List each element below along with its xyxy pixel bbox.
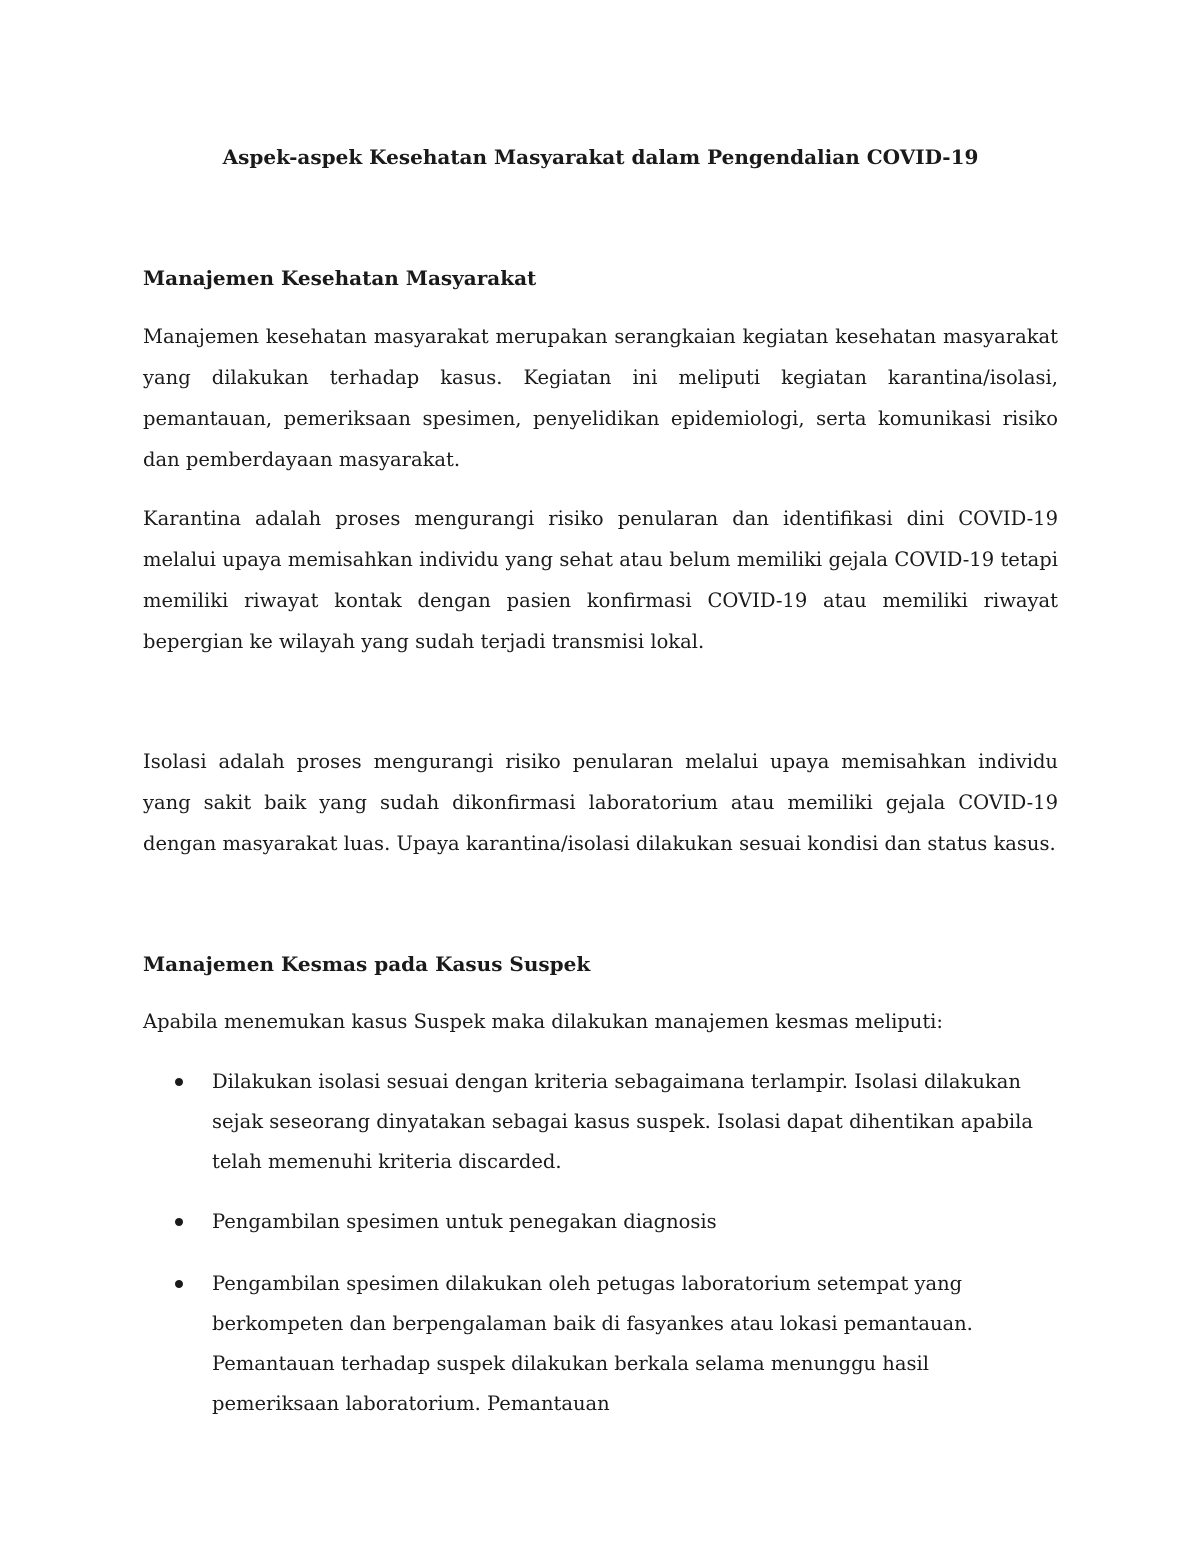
list-item-text: Dilakukan isolasi sesuai dengan kriteria sebagaimana terlampir. Isolasi dilakukan sejak seseorang dinyatakan sebagai kasus suspek. Isolasi dapat dihentikan apabila telah memenuhi kriteria discarded.	[212, 1070, 1034, 1173]
list-item-text: Pengambilan spesimen untuk penegakan diagnosis	[212, 1210, 717, 1233]
bullet-icon	[175, 1078, 183, 1086]
bullet-icon	[175, 1218, 183, 1226]
list-item	[143, 1202, 1058, 1242]
suspek-bullet-list	[143, 1062, 1058, 1424]
list-item-text: Pengambilan spesimen dilakukan oleh petugas laboratorium setempat yang berkompeten dan berpengalaman baik di fasyankes atau lokasi pemantauan. Pemantauan terhadap suspek dilakukan berkala selama menunggu hasil pemeriksaan laboratorium. Pemantauan	[212, 1272, 973, 1415]
paragraph-isolasi: Isolasi adalah proses mengurangi risiko penularan melalui upaya memisahkan individu yang sakit baik yang sudah dikonfirmasi laboratorium atau memiliki gejala COVID-19 dengan masyarakat luas. Upaya karantina/isolasi dilakukan sesuai kondisi dan status kasus.	[143, 750, 1058, 855]
bullet-icon	[175, 1280, 183, 1288]
list-item	[143, 1062, 1058, 1182]
paragraph-manajemen-definition: Manajemen kesehatan masyarakat merupakan serangkaian kegiatan kesehatan masyarakat yang dilakukan terhadap kasus. Kegiatan ini meliputi kegiatan karantina/isolasi, pemantauan, pemeriksaan spesimen, penyelidikan epidemiologi, serta komunikasi risiko dan pemberdayaan masyarakat.	[143, 325, 1058, 471]
document-title: Aspek-aspek Kesehatan Masyarakat dalam Pengendalian COVID-19	[222, 145, 979, 169]
section-heading-kasus-suspek: Manajemen Kesmas pada Kasus Suspek	[143, 952, 591, 976]
document-page	[143, 0, 1058, 1553]
paragraph-karantina: Karantina adalah proses mengurangi risiko penularan dan identifikasi dini COVID-19 melalui upaya memisahkan individu yang sehat atau belum memiliki gejala COVID-19 tetapi memiliki riwayat kontak dengan pasien konfirmasi COVID-19 atau memiliki riwayat bepergian ke wilayah yang sudah terjadi transmisi lokal.	[143, 507, 1058, 653]
suspek-intro-text: Apabila menemukan kasus Suspek maka dilakukan manajemen kesmas meliputi:	[143, 1010, 943, 1033]
section-heading-manajemen-kesmas: Manajemen Kesehatan Masyarakat	[143, 266, 537, 290]
list-item	[143, 1264, 1058, 1424]
